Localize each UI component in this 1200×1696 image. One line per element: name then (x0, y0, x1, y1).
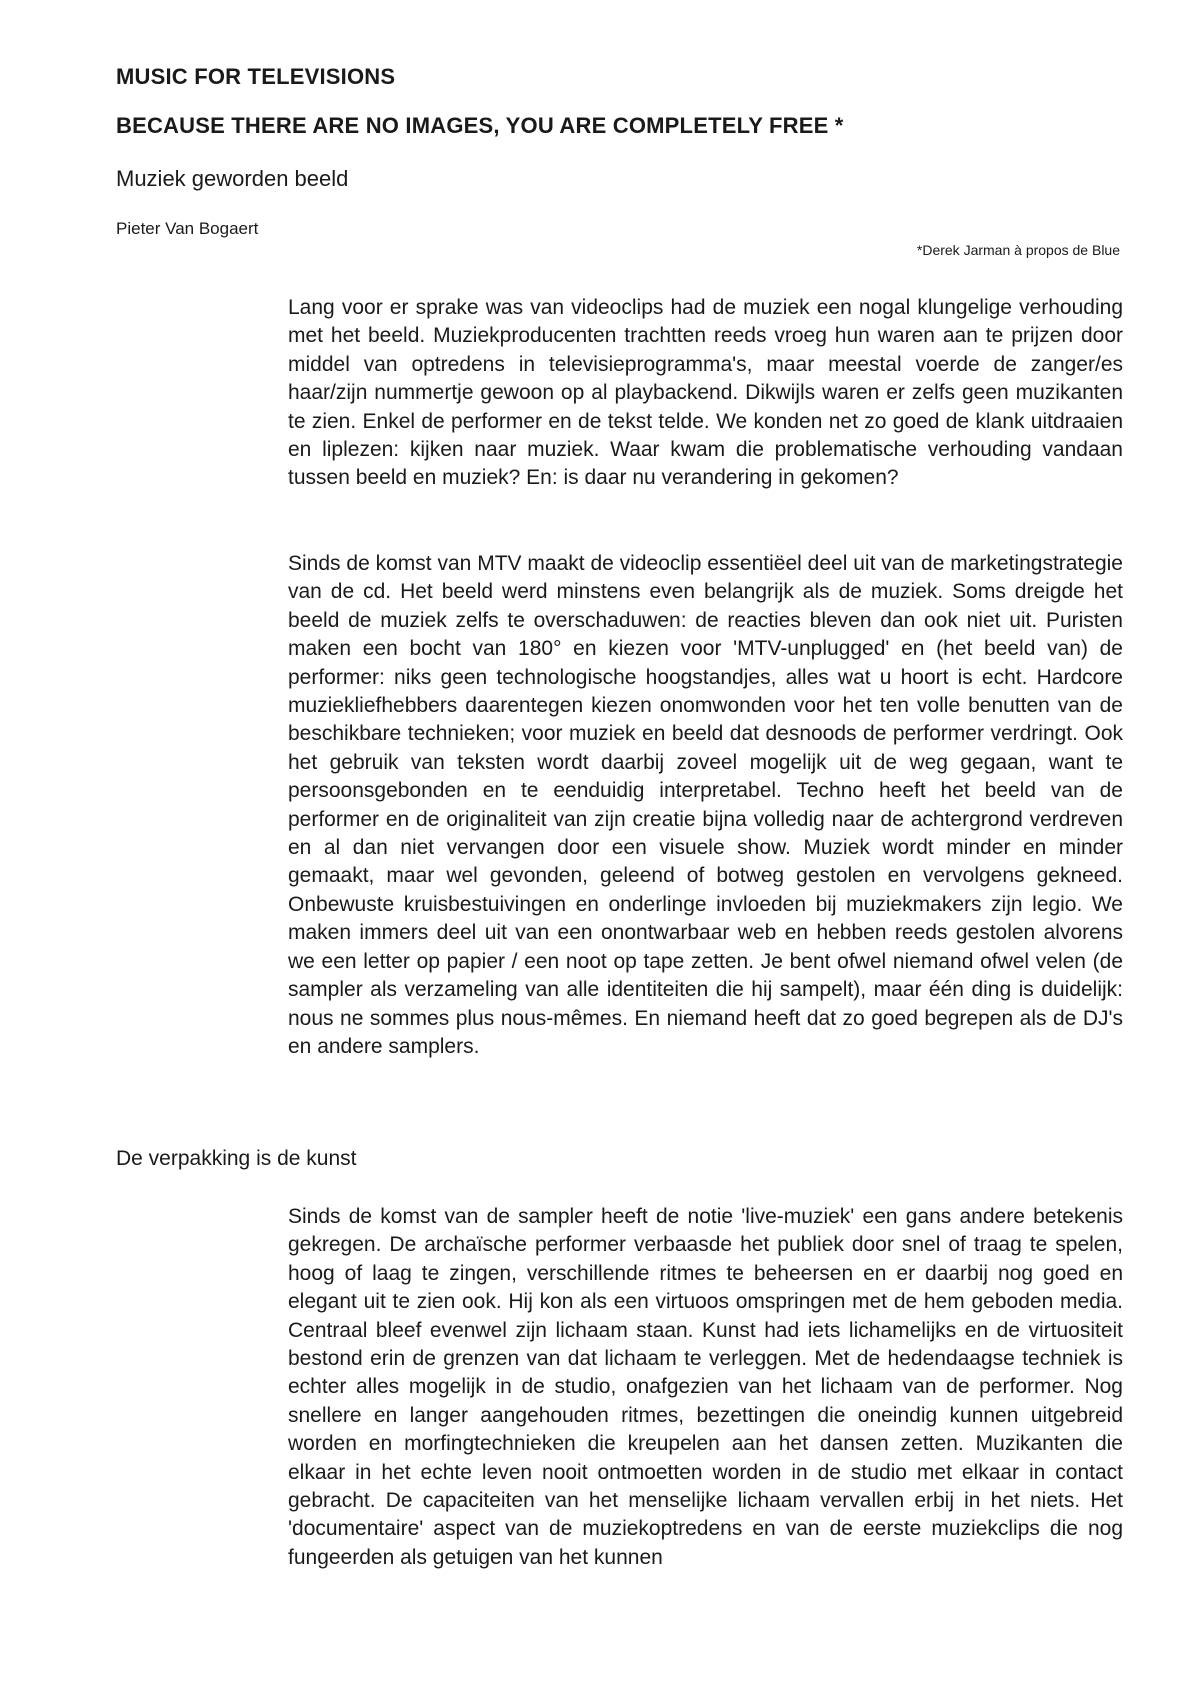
body-paragraph-3: Sinds de komst van de sampler heeft de notie 'live-muziek' een gans andere betekenis gekregen. De archaïsche performer verbaasde het publiek door snel of traag te spelen, hoog of laag te zingen, verschillende ritmes te beheersen en er daarbij nog goed en elegant uit te zien ook. Hij kon als een virtuoos omspringen met de hem geboden media. Centraal bleef evenwel zijn lichaam staan. Kunst had iets lichamelijks en de virtuositeit bestond erin de grenzen van dat lichaam te verleggen. Met de hedendaagse techniek is echter alles mogelijk in de studio, onafgezien van het lichaam van de performer. Nog snellere en langer aangehouden ritmes, bezettingen die oneindig kunnen uitgebreid worden en morfingtechnieken die kreupelen aan het dansen zetten. Muzikanten die elkaar in het echte leven nooit ontmoetten worden in de studio met elkaar in contact gebracht. De capaciteiten van het menselijke lichaam vervallen erbij in het niets. Het 'documentaire' aspect van de muziekoptredens en van de eerste muziekclips die nog fungeerden als getuigen van het kunnen (288, 1205, 1123, 1569)
body-paragraph-2: Sinds de komst van MTV maakt de videoclip essentiëel deel uit van de marketingstrategie van de cd. Het beeld werd minstens even belangrijk als de muziek. Soms dreigde het beeld de muziek zelfs te overschaduwen: de reacties bleven dan ook niet uit. Puristen maken een bocht van 180° en kiezen voor 'MTV-unplugged' en (het beeld van) de performer: niks geen technologische hoogstandjes, alles wat u hoort is echt. Hardcore muziekliefhebbers daarentegen kiezen onomwonden voor het ten volle benutten van de beschikbare technieken; voor muziek en beeld dat desnoods de performer verdringt. Ook het gebruik van teksten wordt daarbij zoveel mogelijk uit de weg gegaan, want te persoonsgebonden en te eenduidig interpretabel. Techno heeft het beeld van de performer en de originaliteit van zijn creatie bijna volledig naar de achtergrond verdreven en al dan niet vervangen door een visuele show. Muziek wordt minder en minder gemaakt, maar wel gevonden, geleend of botweg gestolen en vervolgens gekneed. Onbewuste kruisbestuivingen en onderlinge invloeden bij muziekmakers zijn legio. We maken immers deel uit van een onontwarbaar web en hebben reeds gestolen alvorens we een letter op papier / een noot op tape zetten. Je bent ofwel niemand ofwel velen (de sampler als verzameling van alle identiteiten die hij sampelt), maar één ding is duidelijk: nous ne sommes plus nous-mêmes. En niemand heeft dat zo goed begrepen als de DJ's en andere samplers. (288, 552, 1123, 1058)
body-paragraph-1: Lang voor er sprake was van videoclips had de muziek een nogal klungelige verhouding met het beeld. Muziekproducenten trachtten reeds vroeg hun waren aan te prijzen door middel van optredens in televisieprogramma's, maar meestal voerde de zanger/es haar/zijn nummertje gewoon op al playbackend. Dikwijls waren er zelfs geen muzikanten te zien. Enkel de performer en de tekst telde. We konden net zo goed de klank uitdraaien en liplezen: kijken naar muziek. Waar kwam die problematische verhouding vandaan tussen beeld en muziek? En: is daar nu verandering in gekomen? (288, 296, 1123, 490)
epigraph-note: *Derek Jarman à propos de Blue (916, 242, 1120, 258)
author-name: Pieter Van Bogaert (116, 219, 259, 238)
document-tagline: Muziek geworden beeld (116, 166, 349, 191)
document-subtitle: BECAUSE THERE ARE NO IMAGES, YOU ARE COMPLETELY FREE * (116, 113, 844, 138)
document-title: MUSIC FOR TELEVISIONS (116, 64, 396, 89)
section-heading: De verpakking is de kunst (116, 1147, 357, 1170)
